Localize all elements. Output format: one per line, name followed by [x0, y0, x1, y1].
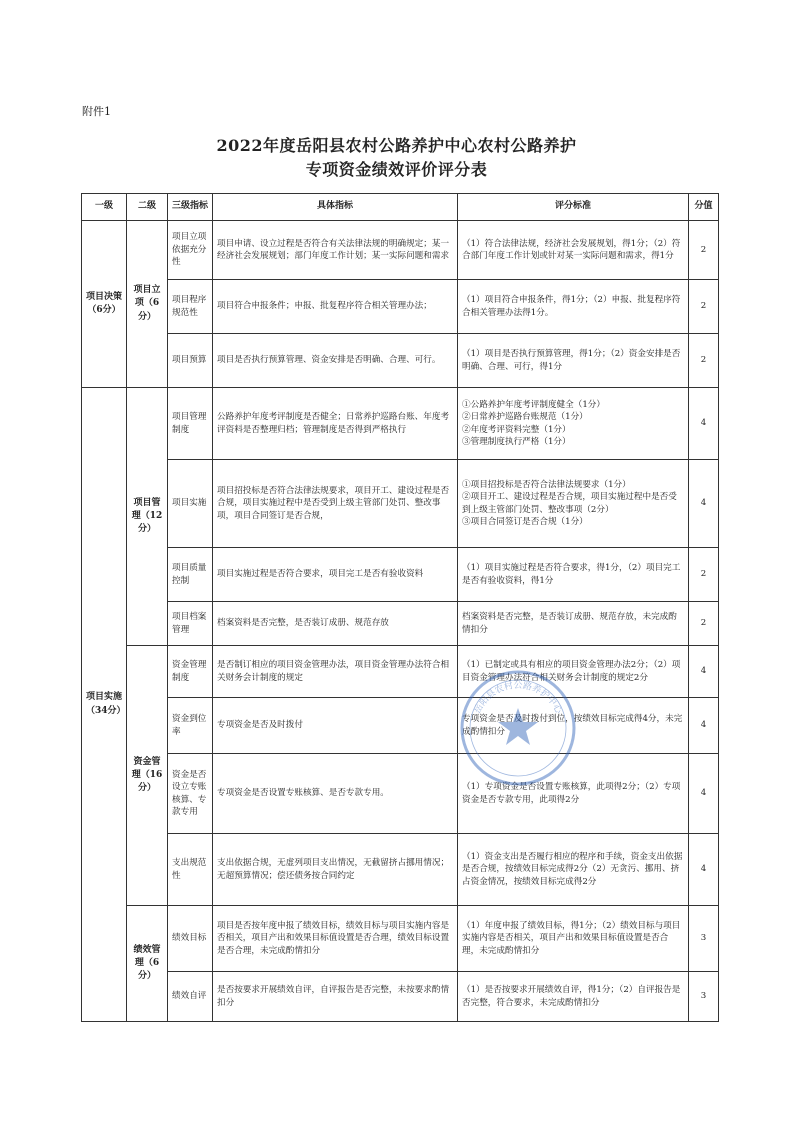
table-row	[82, 698, 719, 754]
score-cell: 2	[689, 334, 719, 388]
score-cell: 4	[689, 646, 719, 698]
standard-cell: （1）项目符合申报条件，得1分；（2）申报、批复程序符合相关管理办法得1分。	[458, 280, 689, 334]
standard-cell: （1）专项资金是否设置专账核算，此项得2分；（2）专项资金是否专款专用，此项得2分	[458, 754, 689, 834]
detail-cell: 公路养护年度考评制度是否健全；日常养护巡路台账、年度考评资料是否整理归档；管理制度是否得到严格执行	[213, 388, 458, 460]
detail-cell: 专项资金是否设置专账核算、是否专款专用。	[213, 754, 458, 834]
detail-cell: 项目是否按年度申报了绩效目标，绩效目标与项目实施内容是否相关，项目产出和效果目标值设置是否合理，绩效目标设置是否合理，未完成酌情扣分	[213, 906, 458, 972]
standard-cell: （1）符合法律法规，经济社会发展规划，得1分；（2）符合部门年度工作计划或针对某一实际问题和需求，得1分	[458, 221, 689, 280]
score-cell: 2	[689, 280, 719, 334]
table-row	[82, 460, 719, 548]
score-cell: 4	[689, 460, 719, 548]
header-level2: 二级	[127, 194, 168, 221]
level2-cell-project-approval: 项目立项（6分）	[127, 221, 168, 388]
table-row	[82, 834, 719, 906]
page-title-line1: 2022年度岳阳县农村公路养护中心农村公路养护	[216, 136, 577, 155]
detail-cell: 项目招投标是否符合法律法规要求，项目开工、建设过程是否合规，项目实施过程中是否受到上级主管部门处罚、整改事项，项目合同签订是否合规，	[213, 460, 458, 548]
indicator-cell: 绩效目标	[168, 906, 213, 972]
indicator-cell: 资金管理制度	[168, 646, 213, 698]
score-cell: 2	[689, 602, 719, 646]
detail-cell: 支出依据合规，无虚列项目支出情况，无截留挤占挪用情况；无超预算情况；偿还债务按合同约定	[213, 834, 458, 906]
detail-cell: 档案资料是否完整，是否装订成册、规范存放	[213, 602, 458, 646]
indicator-cell: 支出规范性	[168, 834, 213, 906]
indicator-cell: 项目预算	[168, 334, 213, 388]
header-standard: 评分标准	[458, 194, 689, 221]
score-cell: 3	[689, 906, 719, 972]
detail-cell: 项目符合申报条件；申报、批复程序符合相关管理办法；	[213, 280, 458, 334]
score-cell: 4	[689, 754, 719, 834]
standard-cell: （1）年度申报了绩效目标，得1分；（2）绩效目标与项目实施内容是否相关，项目产出和效果目标值设置是否合理，未完成酌情扣分	[458, 906, 689, 972]
table-row	[82, 646, 719, 698]
table-row	[82, 754, 719, 834]
detail-cell: 是否制订相应的项目资金管理办法，项目资金管理办法符合相关财务会计制度的规定	[213, 646, 458, 698]
indicator-cell: 绩效自评	[168, 972, 213, 1022]
detail-cell: 专项资金是否及时拨付	[213, 698, 458, 754]
detail-cell: 是否按要求开展绩效自评，自评报告是否完整，未按要求酌情扣分	[213, 972, 458, 1022]
level1-cell-decision: 项目决策（6分）	[82, 221, 127, 388]
standard-cell: （1）资金支出是否履行相应的程序和手续，资金支出依据是否合规，按绩效目标完成得2分（2）无贪污、挪用、挤占资金情况，按绩效目标完成得2分	[458, 834, 689, 906]
level2-cell-performance-management: 绩效管理（6分）	[127, 906, 168, 1022]
indicator-cell: 资金到位率	[168, 698, 213, 754]
detail-cell: 项目实施过程是否符合要求，项目完工是否有验收资料	[213, 548, 458, 602]
header-level1: 一级	[82, 194, 127, 221]
evaluation-table	[81, 193, 719, 1022]
standard-cell: ①项目招投标是否符合法律法规要求（1分） ②项目开工、建设过程是否合规，项目实施过程中是否受到上级主管部门处罚、整改事项（2分） ③项目合同签订是否合规（1分）	[458, 460, 689, 548]
standard-cell: 档案资料是否完整，是否装订成册、规范存放，未完成酌情扣分	[458, 602, 689, 646]
level2-cell-fund-management: 资金管理（16分）	[127, 646, 168, 906]
standard-cell: （1）是否按要求开展绩效自评，得1分；（2）自评报告是否完整，符合要求，未完成酌情扣分	[458, 972, 689, 1022]
score-cell: 3	[689, 972, 719, 1022]
table-row	[82, 388, 719, 460]
level2-cell-project-management: 项目管理（12分）	[127, 388, 168, 646]
indicator-cell: 项目实施	[168, 460, 213, 548]
standard-cell: （1）项目是否执行预算管理，得1分；（2）资金安排是否明确、合理、可行，得1分	[458, 334, 689, 388]
svg-text:岳阳县农村公路养护中心: 岳阳县农村公路养护中心	[472, 681, 564, 716]
score-cell: 4	[689, 834, 719, 906]
score-cell: 4	[689, 388, 719, 460]
indicator-cell: 项目立项依据充分性	[168, 221, 213, 280]
table-row	[82, 602, 719, 646]
table-row	[82, 280, 719, 334]
level1-cell-implementation: 项目实施（34分）	[82, 388, 127, 1022]
table-row	[82, 972, 719, 1022]
score-cell: 2	[689, 548, 719, 602]
table-row	[82, 548, 719, 602]
detail-cell: 项目是否执行预算管理、资金安排是否明确、合理、可行。	[213, 334, 458, 388]
detail-cell: 项目申请、设立过程是否符合有关法律法规的明确规定；某一经济社会发展规划；部门年度工作计划；某一实际问题和需求	[213, 221, 458, 280]
table-header-row	[82, 194, 719, 221]
indicator-cell: 项目质量控制	[168, 548, 213, 602]
table-row	[82, 221, 719, 280]
attachment-label: 附件1	[82, 105, 111, 118]
score-cell: 2	[689, 221, 719, 280]
header-detail: 具体指标	[213, 194, 458, 221]
standard-cell: （1）已制定或具有相应的项目资金管理办法2分；（2）项目资金管理办法符合相关财务会计制度的规定2分	[458, 646, 689, 698]
header-score: 分值	[689, 194, 719, 221]
indicator-cell: 项目档案管理	[168, 602, 213, 646]
score-cell: 4	[689, 698, 719, 754]
header-level3: 三级指标	[168, 194, 213, 221]
table-row	[82, 906, 719, 972]
page-title-line2: 专项资金绩效评价评分表	[305, 160, 488, 179]
standard-cell: 专项资金是否及时拨付到位，按绩效目标完成得4分，未完成酌情扣分	[458, 698, 689, 754]
standard-cell: （1）项目实施过程是否符合要求，得1分，（2）项目完工是否有验收资料，得1分	[458, 548, 689, 602]
standard-cell: ①公路养护年度考评制度健全（1分） ②日常养护巡路台账规范（1分） ②年度考评资料完整（1分） ③管理制度执行严格（1分）	[458, 388, 689, 460]
indicator-cell: 资金是否设立专账核算、专款专用	[168, 754, 213, 834]
indicator-cell: 项目管理制度	[168, 388, 213, 460]
indicator-cell: 项目程序规范性	[168, 280, 213, 334]
table-row	[82, 334, 719, 388]
